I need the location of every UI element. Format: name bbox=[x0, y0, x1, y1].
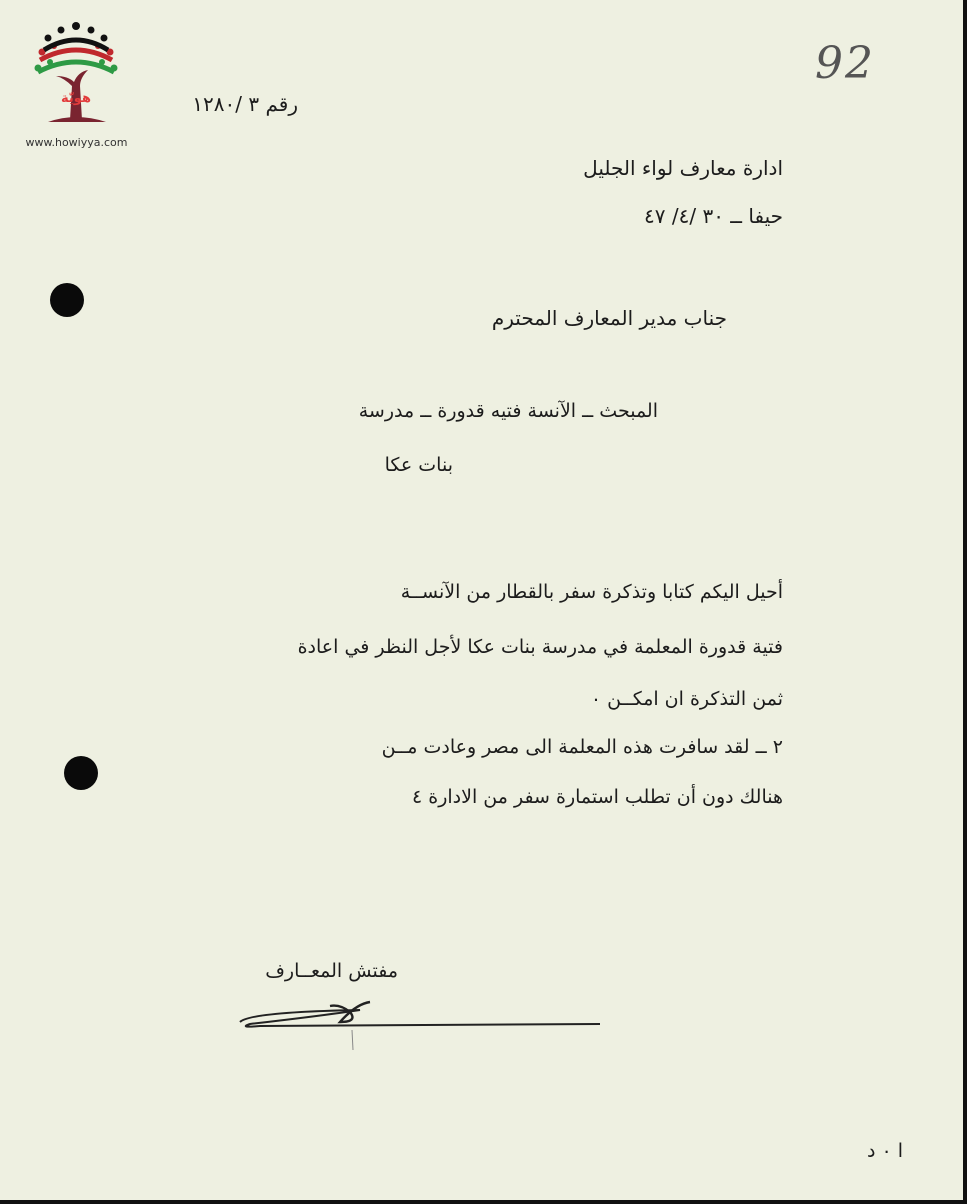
tree-logo-icon bbox=[14, 16, 139, 136]
howiyya-logo bbox=[14, 16, 139, 156]
subject-line-2: بنات عكا bbox=[384, 454, 453, 476]
svg-text:هويّة: هويّة bbox=[61, 91, 91, 106]
reference-number: رقم ٣ /١٢٨٠ bbox=[192, 92, 298, 116]
punch-hole-top bbox=[50, 283, 84, 317]
signature-title: مفتش المعــارف bbox=[265, 960, 398, 982]
page-number: 92 bbox=[815, 38, 875, 89]
handwritten-signature-icon bbox=[230, 1000, 610, 1060]
body-line-1: أحيل اليكم كتابا وتذكرة سفر بالقطار من الآنســة bbox=[400, 581, 783, 603]
logo-url: www.howiyya.com bbox=[25, 136, 128, 149]
footer-code: ا ٠ د bbox=[866, 1140, 903, 1162]
body-line-2: فتية قدورة المعلمة في مدرسة بنات عكا لأجل النظر في اعادة bbox=[297, 636, 783, 658]
body-line-3: ثمن التذكرة ان امكــن ٠ bbox=[590, 688, 783, 710]
sender-office: ادارة معارف لواء الجليل bbox=[583, 156, 783, 180]
place-date: حيفا ــ ٣٠ /٤/ ٤٧ bbox=[644, 204, 783, 228]
body-line-5: هنالك دون أن تطلب استمارة سفر من الادارة ٤ bbox=[412, 786, 783, 808]
subject-line-1: المبحث ــ الآنسة فتيه قدورة ــ مدرسة bbox=[358, 400, 658, 422]
punch-hole-bottom bbox=[64, 756, 98, 790]
addressee: جناب مدير المعارف المحترم bbox=[491, 306, 727, 330]
body-line-4: ٢ ــ لقد سافرت هذه المعلمة الى مصر وعادت مــن bbox=[381, 736, 783, 758]
